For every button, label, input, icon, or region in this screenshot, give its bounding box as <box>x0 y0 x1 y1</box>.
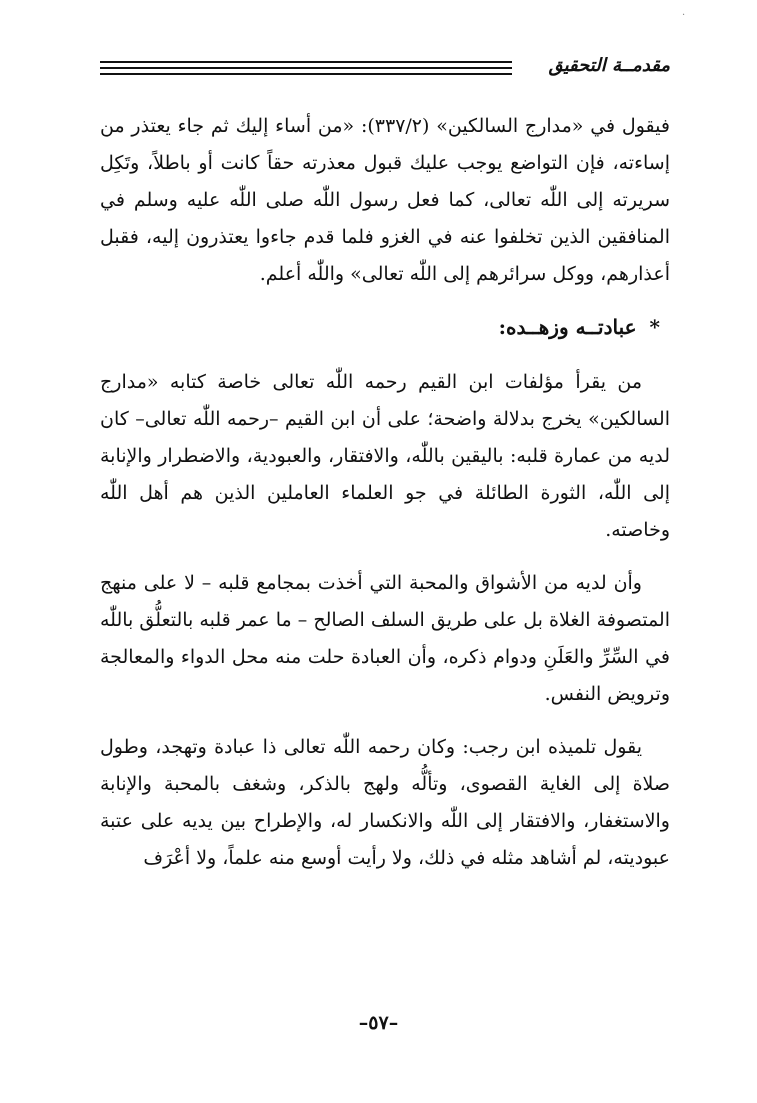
section-heading <box>100 309 670 346</box>
paragraph-works: من يقرأ مؤلفات ابن القيم رحمه اللّٰه تعالى خاصة كتابه «مدارج السالكين» يخرج بدلالة واضحة؛ على أن ابن القيم –رحمه اللّٰه تعالى– كان لديه من عمارة قلبه: باليقين باللّٰه، والافتقار، والعبودية، والاضطرار والإنابة إلى اللّٰه، الثورة الطائلة في جو العلماء العاملين الذين هم أهل اللّٰه وخاصته. <box>100 371 670 541</box>
paragraph-quote-madarij: فيقول في «مدارج السالكين» (٣٣٧/٢): «من أساء إليك ثم جاء يعتذر من إساءته، فإن التواضع يوجب عليك قبول معذرته حقاً كانت أو باطلاً، وتَكِل سريرته إلى اللّٰه تعالى، كما فعل رسول اللّٰه صلى اللّٰه عليه وسلم في المنافقين الذين تخلفوا عنه في الغزو فلما قدم جاءوا يعتذرون إليه، فقبل أعذارهم، ووكل سرائرهم إلى اللّٰه تعالى» واللّٰه أعلم. <box>100 115 670 285</box>
page-number: –٥٧– <box>358 1012 399 1034</box>
heading-asterisk: * <box>649 315 660 339</box>
running-header <box>100 52 670 82</box>
header-title: مقدمــة التحقيق <box>548 55 670 76</box>
header-rule-bottom <box>100 73 512 75</box>
corner-mark: · <box>682 10 686 21</box>
header-rule-top <box>100 61 512 63</box>
header-rule-middle <box>100 67 512 69</box>
section-heading-text: عبادتــه وزهــده: <box>498 315 637 339</box>
paragraph-love: وأن لديه من الأشواق والمحبة التي أخذت بمجامع قلبه – لا على منهج المتصوفة الغلاة بل على طريق السلف الصالح – ما عمر قلبه بالتعلُّق باللّٰه في السِّرِّ والعَلَنِ ودوام ذكره، وأن العبادة حلت منه محل الدواء والمعالجة وترويض النفس. <box>100 572 670 705</box>
paragraph-ibn-rajab: يقول تلميذه ابن رجب: وكان رحمه اللّٰه تعالى ذا عبادة وتهجد، وطول صلاة إلى الغاية القصوى، وتألُّه ولهج بالذكر، وشغف بالمحبة والإنابة والاستغفار، والافتقار إلى اللّٰه والانكسار له، والإطراح بين يديه على عتبة عبوديته، لم أشاهد مثله في ذلك، ولا رأيت أوسع منه علماً، ولا أعْرَف <box>100 736 670 869</box>
body-text <box>100 108 670 893</box>
